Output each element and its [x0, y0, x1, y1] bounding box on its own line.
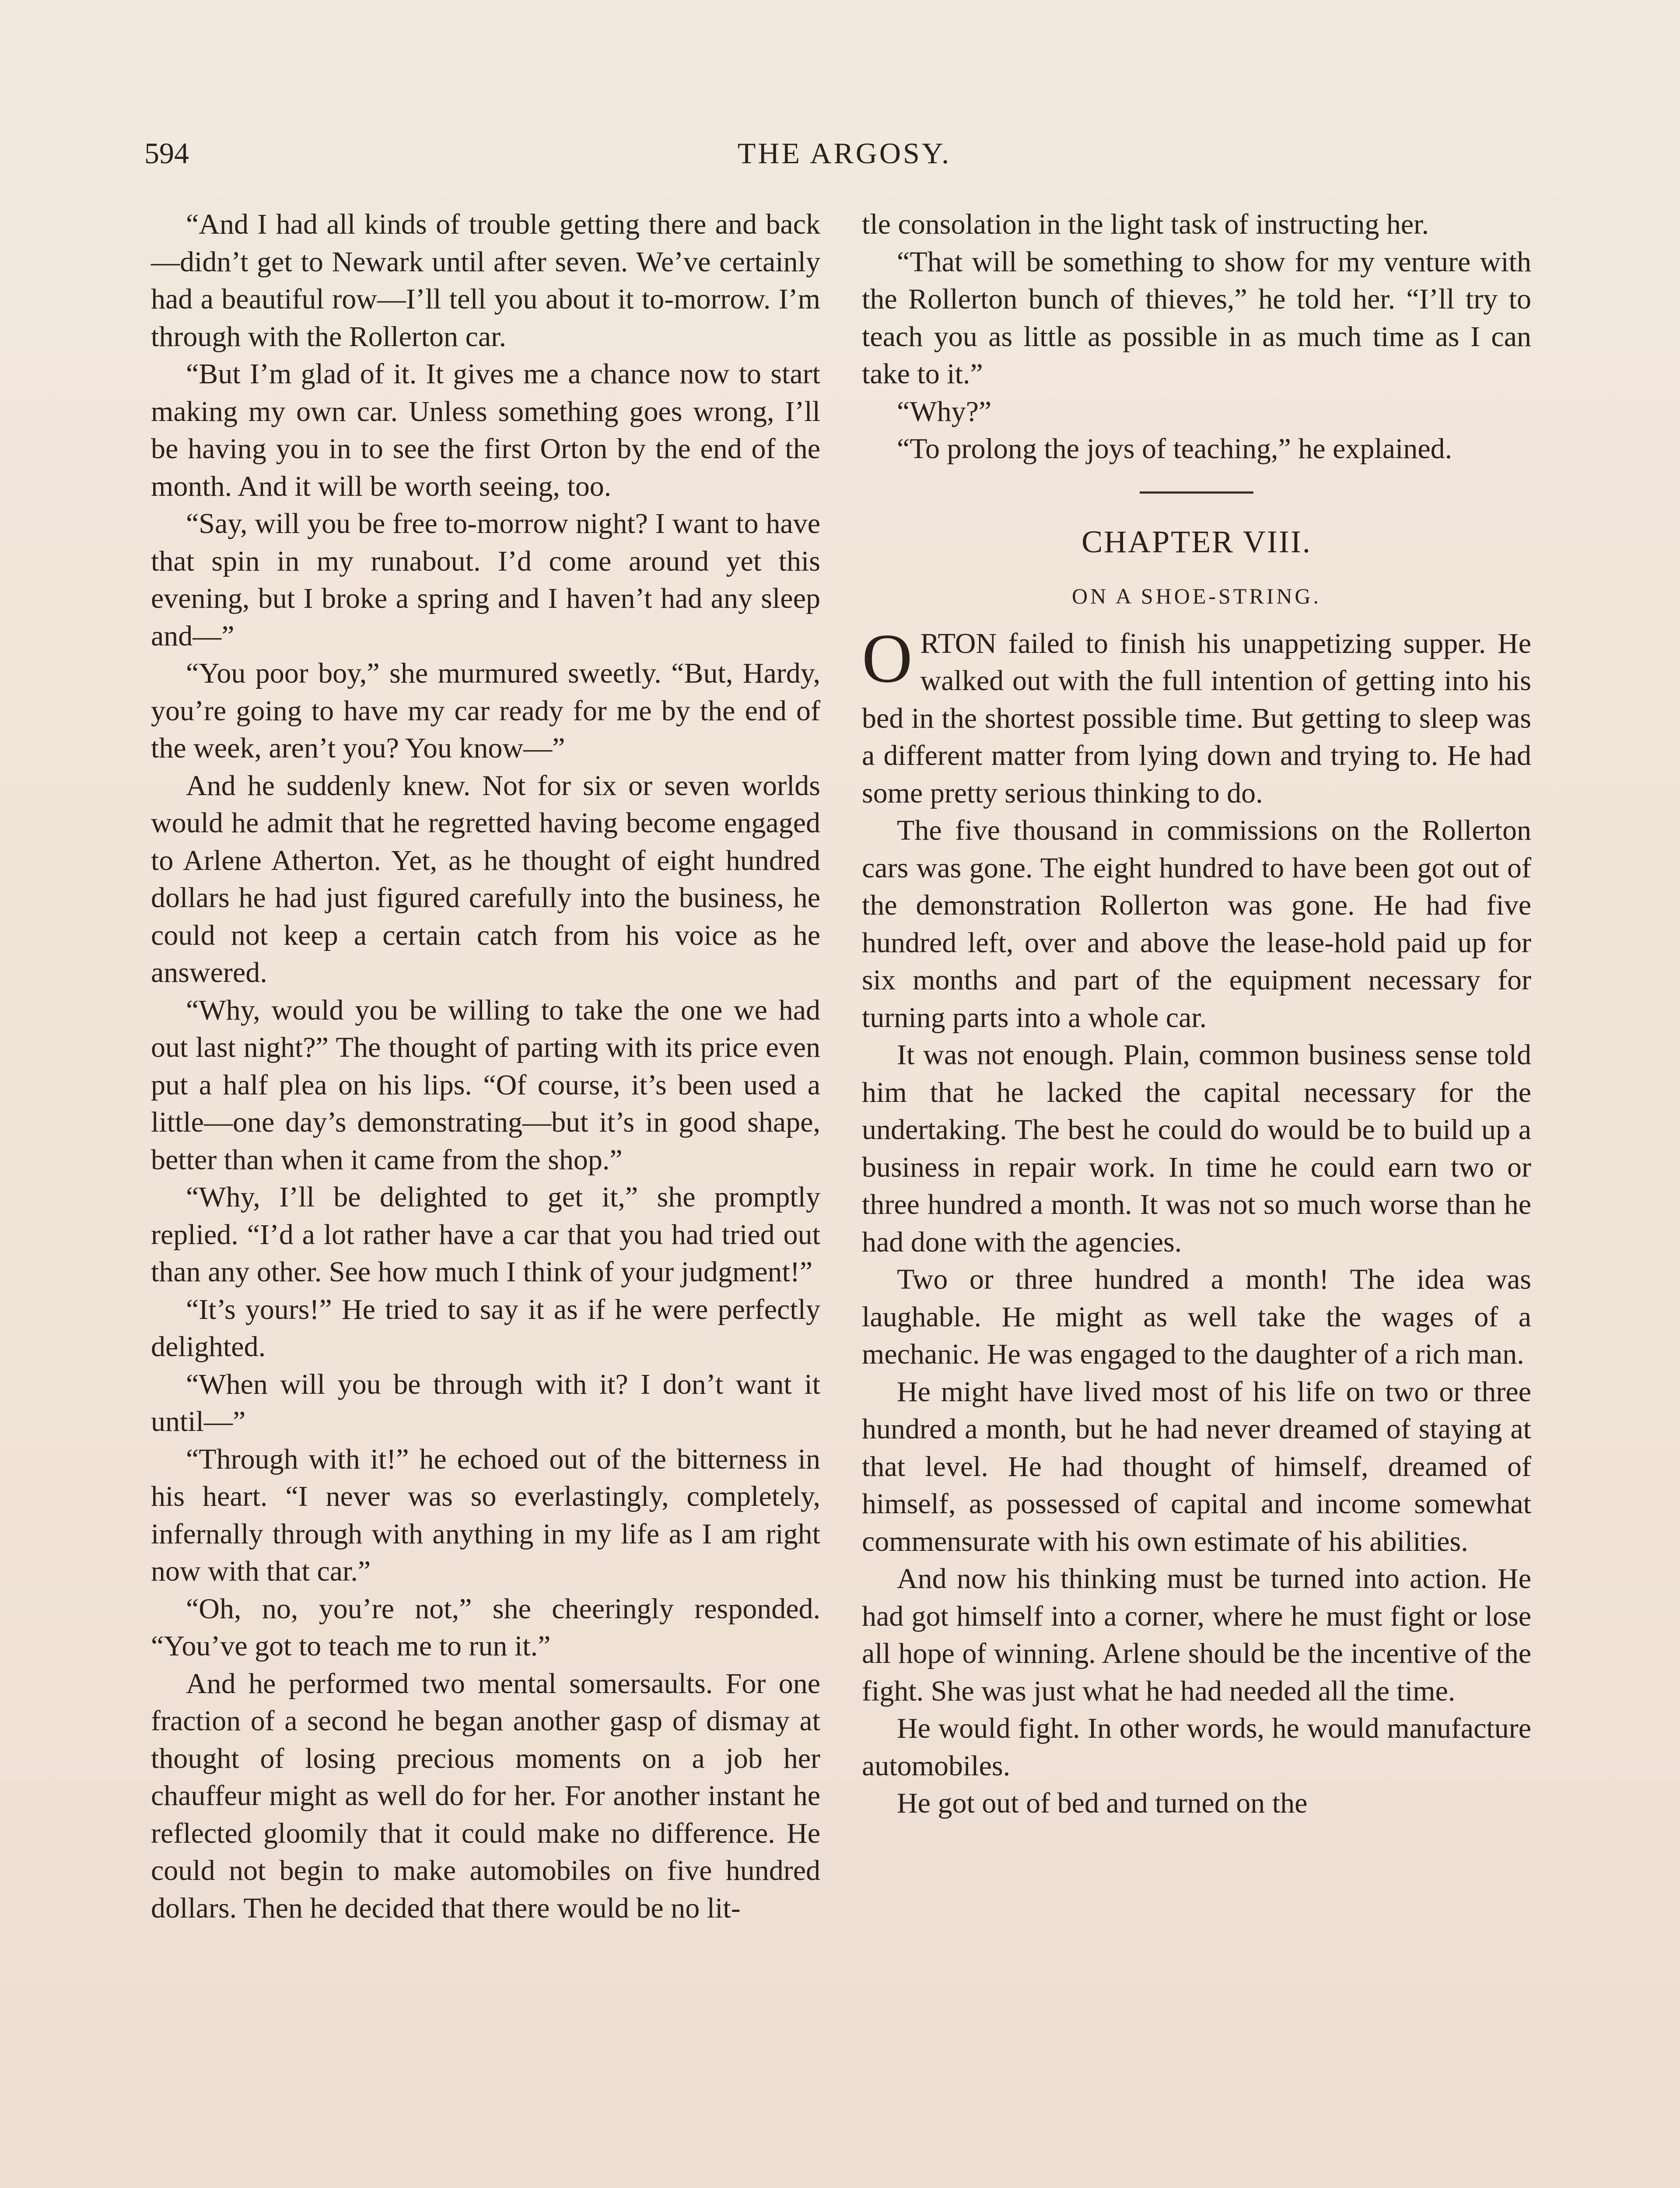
paragraph: The five thousand in commissions on the Rollerton cars was gone. The eight hundred to have been got out of the demonstration Rollerton was gone. He had five hundred left, over and above the lease-hold paid up for six months and part of the equipment necessary for turning parts into a whole car.	[862, 814, 1531, 1034]
opening-paragraph	[862, 619, 1531, 812]
chapter-subtitle: ON A SHOE-STRING.	[1071, 583, 1322, 608]
paragraph: It was not enough. Plain, common business sense told him that he lacked the capital necessary for the undertaking. The best he could do would be to build up a business in repair work. In time he could earn two or three hundred a month. It was not so much worse than he had done with the agencies.	[862, 1039, 1531, 1258]
paragraph: And he performed two mental somersaults. For one fraction of a second he began another gasp of dismay at thought of losing precious moments on a job her chauffeur might as well do for her. For another instant he reflected gloomily that it could make no difference. He could not begin to make automobiles on five hundred dollars. Then he decided that there would be no lit-	[151, 1667, 820, 1924]
paragraph: “But I’m glad of it. It gives me a chance now to start making my own car. Unless something goes wrong, I’ll be having you in to see the first Orton by the end of the month. And it will be worth seeing, too.	[151, 358, 820, 502]
drop-cap: O	[862, 619, 913, 697]
paragraph: And he suddenly knew. Not for six or seven worlds would he admit that he regretted having become engaged to Arlene Atherton. Yet, as he thought of eight hundred dollars he had just figured carefully into the business, he could not keep a certain catch from his voice as he answered.	[151, 769, 820, 989]
paragraph: “Why, I’ll be delighted to get it,” she promptly replied. “I’d a lot rather have a car that you had tried out than any other. See how much I think of your judgment!”	[151, 1181, 820, 1288]
paragraph: “Why?”	[897, 395, 992, 428]
paragraph: “Why, would you be willing to take the one we had out last night?” The thought of parting with its price even put a half plea on his lips. “Of course, it’s been used a little—one day’s demonstrating—but it’s in good shape, better than when it came from the shop.”	[151, 994, 820, 1176]
paragraph: “Through with it!” he echoed out of the bitterness in his heart. “I never was so everlastingly, completely, infernally through with anything in my life as I am right now with that car.”	[151, 1443, 820, 1587]
opening-text: RTON failed to finish his unappetizing supper. He walked out with the full intention of getting into his bed in the shortest possible time. But getting to sleep was a different matter from lying down and trying to. He had some pretty serious thinking to do.	[862, 627, 1531, 809]
left-column	[151, 206, 820, 1927]
paragraph: “It’s yours!” He tried to say it as if he were perfectly delighted.	[151, 1293, 820, 1363]
running-head: THE ARGOSY.	[737, 137, 952, 170]
paragraph: He might have lived most of his life on two or three hundred a month, but he had never dreamed of staying at that level. He had thought of himself, dreamed of himself, as possessed of capital and income somewhat commensurate with his own estimate of his abilities.	[862, 1375, 1531, 1557]
paragraph: “And I had all kinds of trouble getting there and back—didn’t get to Newark until after seven. We’ve certainly had a beautiful row—I’ll tell you about it to-morrow. I’m through with the Rollerton car.	[151, 208, 820, 353]
paragraph: “You poor boy,” she murmured sweetly. “But, Hardy, you’re going to have my car ready for me by the end of the week, aren’t you? You know—”	[151, 657, 820, 764]
paragraph: “When will you be through with it? I don’t want it until—”	[151, 1368, 820, 1438]
continued-paragraph: tle consolation in the light task of instructing her.	[862, 208, 1429, 240]
chapter-title: CHAPTER VIII.	[1082, 524, 1312, 559]
paragraph: He would fight. In other words, he would manufacture automobiles.	[862, 1712, 1531, 1782]
section-divider	[1140, 491, 1253, 494]
paragraph: Two or three hundred a month! The idea was laughable. He might as well take the wages of a mechanic. He was engaged to the daughter of a rich man.	[862, 1263, 1531, 1370]
page-number: 594	[144, 137, 189, 170]
paragraph: “That will be something to show for my venture with the Rollerton bunch of thieves,” he told her. “I’ll try to teach you as little as possible in as much time as I can take to it.”	[862, 245, 1531, 390]
paragraph: “To prolong the joys of teaching,” he explained.	[897, 433, 1452, 465]
page-header	[144, 131, 1544, 175]
right-column	[862, 206, 1531, 1822]
paragraph: “Oh, no, you’re not,” she cheeringly responded. “You’ve got to teach me to run it.”	[151, 1592, 820, 1662]
paragraph: “Say, will you be free to-morrow night? I want to have that spin in my runabout. I’d come around yet this evening, but I broke a spring and I haven’t had any sleep and—”	[151, 508, 820, 652]
paragraph: And now his thinking must be turned into action. He had got himself into a corner, where he must fight or lose all hope of winning. Arlene should be the incentive of the fight. She was just what he had needed all the time.	[862, 1563, 1531, 1707]
paragraph: He got out of bed and turned on the	[897, 1787, 1308, 1819]
